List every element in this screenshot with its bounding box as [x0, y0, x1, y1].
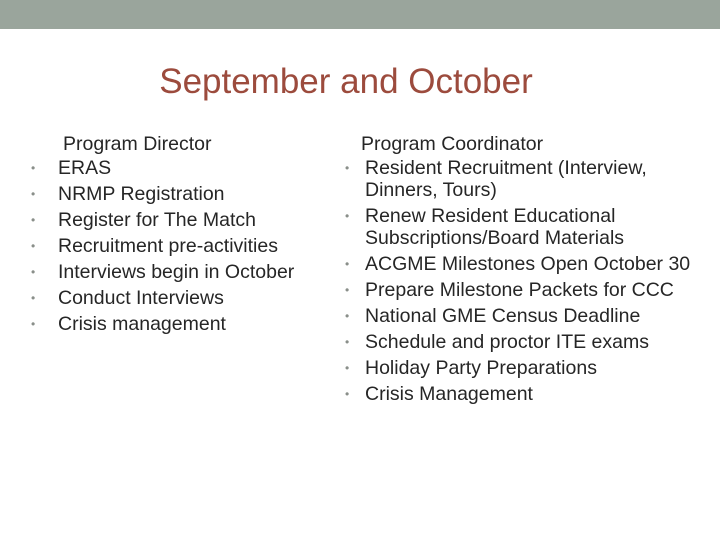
- list-item-text: Prepare Milestone Packets for CCC: [365, 279, 674, 301]
- bullet-icon: •: [345, 309, 350, 323]
- bullet-icon: •: [31, 213, 36, 227]
- program-coordinator-list: [336, 157, 708, 405]
- list-item-text: NRMP Registration: [58, 183, 225, 205]
- top-banner-bar: [0, 0, 720, 29]
- bullet-icon: •: [345, 257, 350, 271]
- list-item: [19, 157, 339, 179]
- list-item: [336, 205, 708, 249]
- slide-title: September and October: [159, 62, 533, 101]
- program-director-list: [19, 157, 339, 335]
- list-item-text: Crisis management: [58, 313, 226, 335]
- list-item-text: Conduct Interviews: [58, 287, 224, 309]
- bullet-icon: •: [31, 317, 36, 331]
- list-item: [19, 183, 339, 205]
- list-item-text: Interviews begin in October: [58, 261, 295, 283]
- list-item: [19, 313, 339, 335]
- list-item: [336, 253, 708, 275]
- list-item: [336, 279, 708, 301]
- list-item: [336, 383, 708, 405]
- bullet-icon: •: [345, 335, 350, 349]
- program-coordinator-column: [336, 131, 708, 409]
- bullet-icon: •: [31, 291, 36, 305]
- list-item-text: ERAS: [58, 157, 112, 179]
- program-director-heading: Program Director: [63, 133, 212, 155]
- bullet-icon: •: [345, 283, 350, 297]
- list-item-text: Register for The Match: [58, 209, 256, 231]
- list-item-text: Resident Recruitment (Interview, Dinners, Tours): [365, 157, 647, 201]
- list-item-text: Holiday Party Preparations: [365, 357, 597, 379]
- bullet-icon: •: [31, 187, 36, 201]
- list-item: [19, 209, 339, 231]
- list-item: [19, 261, 339, 283]
- list-item: [19, 235, 339, 257]
- list-item: [19, 287, 339, 309]
- bullet-icon: •: [345, 387, 350, 401]
- list-item: [336, 331, 708, 353]
- list-item-text: Recruitment pre-activities: [58, 235, 278, 257]
- list-item: [336, 357, 708, 379]
- bullet-icon: •: [345, 161, 350, 175]
- program-coordinator-heading: Program Coordinator: [361, 133, 544, 155]
- bullet-icon: •: [345, 361, 350, 375]
- program-director-column: [19, 131, 339, 339]
- list-item-text: Schedule and proctor ITE exams: [365, 331, 649, 353]
- bullet-icon: •: [31, 239, 36, 253]
- list-item: [336, 157, 708, 201]
- bullet-icon: •: [31, 161, 36, 175]
- list-item-text: Renew Resident Educational Subscriptions/Board Materials: [365, 205, 625, 249]
- list-item: [336, 305, 708, 327]
- list-item-text: National GME Census Deadline: [365, 305, 641, 327]
- list-item-text: Crisis Management: [365, 383, 533, 405]
- list-item-text: ACGME Milestones Open October 30: [365, 253, 691, 275]
- bullet-icon: •: [345, 209, 350, 223]
- bullet-icon: •: [31, 265, 36, 279]
